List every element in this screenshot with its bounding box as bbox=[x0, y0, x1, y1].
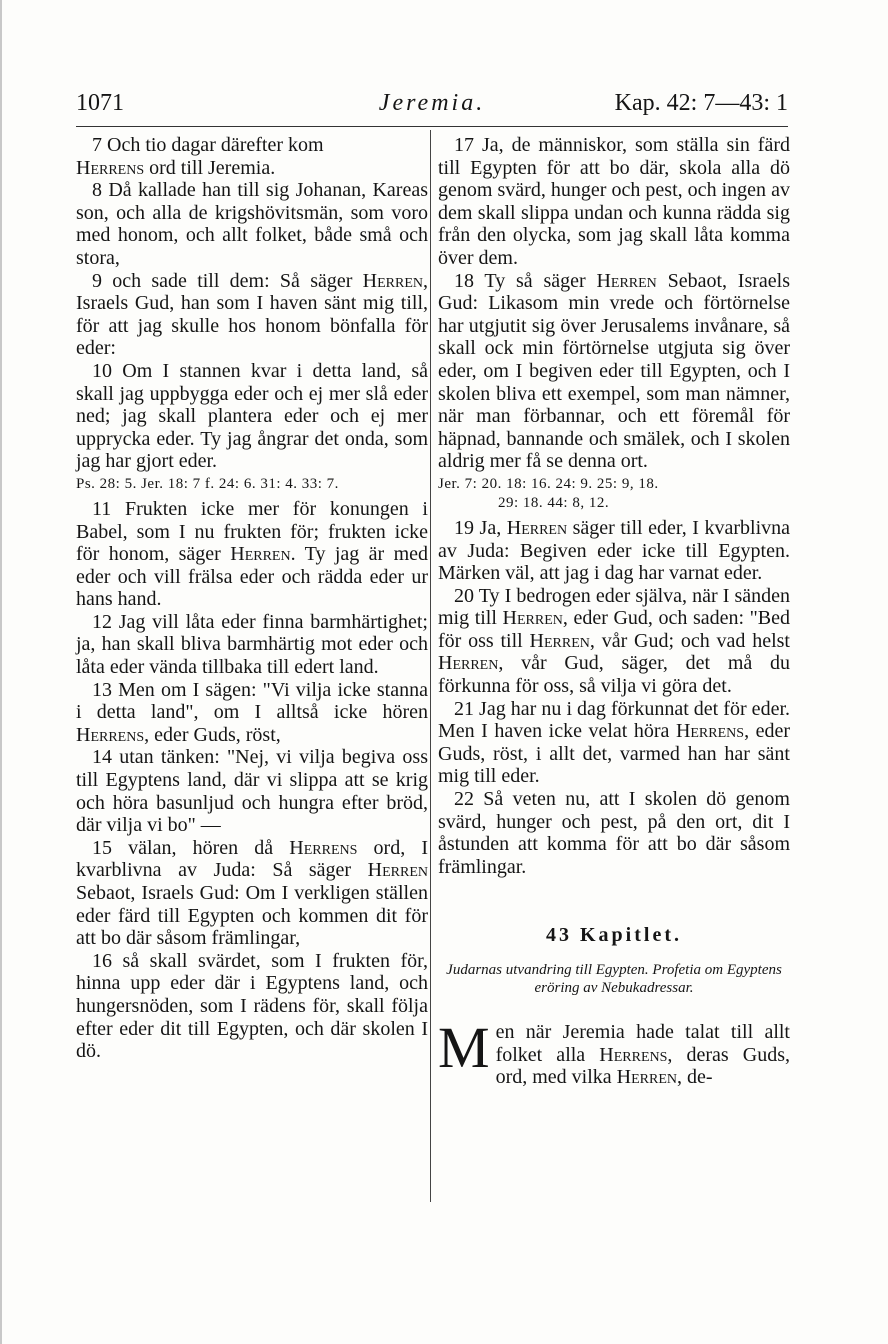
book-title: Jeremia. bbox=[378, 90, 486, 116]
verse-22: 22 Så veten nu, att I skolen dö genom svärd, hunger och pest, på den ort, dit I åstunden att komma för att bo där såsom främlingar. bbox=[438, 788, 790, 878]
verse-20: 20 Ty I bedrogen eder själva, när I sänden mig till Herren, eder Gud, och saden: "Bed för oss till Herren, vår Gud; och vad helst Herren, vår Gud, säger, det må du förkunna för oss, så vilja vi göra det. bbox=[438, 584, 791, 698]
right-column bbox=[438, 134, 790, 1089]
verse-8: 8 Då kallade han till sig Johanan, Kareas son, och alla de krigshövitsmän, som voro med honom, och allt folket, både små och stora, bbox=[76, 179, 428, 269]
verse-14: 14 utan tänken: "Nej, vi vilja begiva oss till Egyptens land, där vi slippa att se krig och höra basunljud och hungra efter bröd, där vilja vi bo" — bbox=[76, 746, 428, 837]
page-number: 1071 bbox=[76, 90, 124, 116]
verse-13: 13 Men om I sägen: "Vi vilja icke stanna i detta land", om I alltså icke hören Herrens, eder Guds, röst, bbox=[76, 678, 428, 746]
verse-9: 9 och sade till dem: Så säger Herren, Israels Gud, han som I haven sänt mig till, för att jag skulle hos honom bönfalla för eder: bbox=[76, 269, 429, 360]
verse-18: 18 Ty så säger Herren Sebaot, Israels Gud: Likasom min vrede och förtörnelse har utgjutit sig över Jerusalems invånare, så skall ock min förtörnelse utgjuta sig över eder, om I begiven eder till Egypten, och I skolen bliva ett exempel, som man nämner, när man förbannar, och ett föremål för häpnad, bannande och smälek, och I skolen aldrig mer få se denna ort. bbox=[438, 269, 790, 473]
verse-1: Men när Jeremia hade talat till allt folket alla Herrens, deras Guds, ord, med vilka Herren, de- bbox=[438, 1015, 790, 1089]
verse-11: 11 Frukten icke mer för konungen i Babel, som I nu frukten för; frukten icke för honom, säger Herren. Ty jag är med eder och vill frälsa eder och rädda eder ur hans hand. bbox=[76, 497, 429, 611]
chapter-summary: Judarnas utvandring till Egypten. Profetia om Egyptens eröring av Nebukadressar. bbox=[446, 962, 782, 996]
verse-15: 15 välan, hören då Herrens ord, I kvarblivna av Juda: Så säger Herren Sebaot, Israels Gud: Om I verkligen ställen eder färd till Egypten och kommen dit för att bo där såsom främlingar, bbox=[76, 836, 429, 950]
cross-reference: Ps. 28: 5. Jer. 18: 7 f. 24: 6. 31: 4. 33: 7. bbox=[76, 475, 339, 492]
verse-12: 12 Jag vill låta eder finna barmhärtighet; ja, han skall bliva barmhärtig mot eder och låta eder vända tillbaka till edert land. bbox=[76, 610, 428, 679]
left-column bbox=[76, 134, 428, 1063]
verse-7: 7 Och tio dagar därefter kom Herrens ord till Jeremia. bbox=[76, 134, 324, 179]
page-header bbox=[76, 86, 788, 126]
verse-17: 17 Ja, de människor, som ställa sin färd till Egypten för att bo där, skola alla dö genom svärd, hunger och pest, och ingen av dem skall slippa undan och kunna rädda sig från den olycka, som jag skall låta komma över dem. bbox=[438, 134, 790, 269]
drop-cap: M bbox=[438, 1015, 490, 1080]
column-divider bbox=[430, 130, 431, 1202]
verse-10: 10 Om I stannen kvar i detta land, så skall jag uppbygga eder och ej mer slå eder ned; jag skall plantera eder och ej mer upprycka eder. Ty jag ångrar det onda, som jag har gjort eder. bbox=[76, 359, 428, 473]
verse-19: 19 Ja, Herren säger till eder, I kvarblivna av Juda: Begiven eder icke till Egypten. Märken väl, att jag i dag har varnat eder. bbox=[438, 516, 790, 585]
chapter-reference: Kap. 42: 7—43: 1 bbox=[614, 90, 788, 116]
verse-21: 21 Jag har nu i dag förkunnat det för eder. Men I haven icke velat höra Herrens, eder Guds, röst, i allt det, varmed han har sänt mig till eder. bbox=[438, 697, 790, 788]
verse-16: 16 så skall svärdet, som I frukten för, hinna upp eder där i Egyptens land, och hungersnöden, som I rädens för, skall följa efter eder dit till Egypten, och där skolen I dö. bbox=[76, 949, 428, 1063]
cross-reference: Jer. 7: 20. 18: 16. 24: 9. 25: 9, 18. 29: 18. 44: 8, 12. bbox=[438, 475, 659, 511]
header-rule bbox=[76, 126, 788, 127]
chapter-heading: 43 Kapitlet. bbox=[546, 924, 682, 947]
